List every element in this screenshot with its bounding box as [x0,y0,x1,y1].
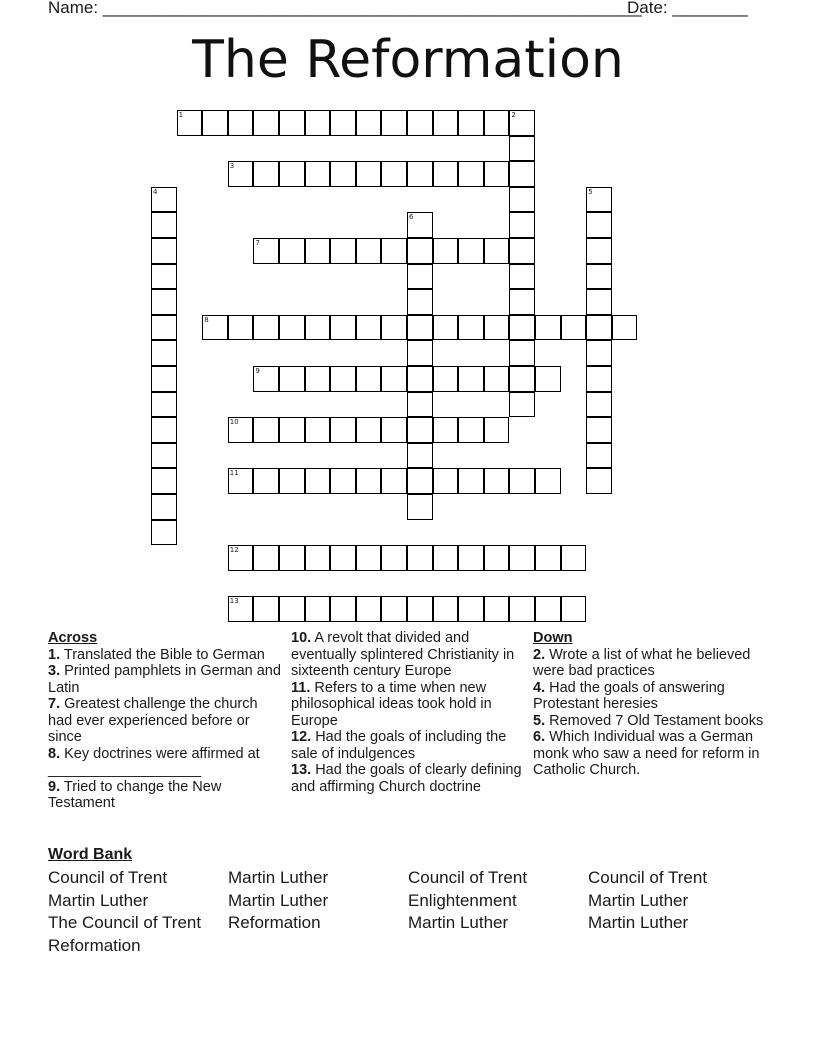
crossword-cell[interactable] [407,289,433,315]
crossword-cell[interactable] [407,212,433,238]
clue-across-13: 13. Had the goals of clearly defining and affirming Church doctrine [291,762,522,795]
crossword-cell[interactable] [253,110,279,136]
crossword-cell[interactable] [356,315,382,341]
crossword-cell[interactable] [279,366,305,392]
clue-across-11: 11. Refers to a time when new philosophical ideas took hold in Europe [291,679,492,729]
crossword-cell[interactable] [433,110,459,136]
crossword-cell[interactable] [458,315,484,341]
crossword-cell[interactable] [458,417,484,443]
clue-across-9: 9. Tried to change the New Testament [48,778,222,811]
crossword-cell[interactable] [330,545,356,571]
crossword-cell[interactable] [433,238,459,264]
word-bank-item: Council of Trent [588,868,708,887]
crossword-cell[interactable] [356,417,382,443]
crossword-cell[interactable] [407,161,433,187]
crossword-cell[interactable] [253,238,279,264]
crossword-cell[interactable] [561,596,587,622]
crossword-cell[interactable] [509,392,535,418]
word-bank-item: Martin Luther [408,913,509,933]
crossword-cell[interactable] [305,238,331,264]
crossword-cell[interactable] [228,161,254,187]
crossword-cell[interactable] [586,468,612,494]
crossword-cell[interactable] [151,340,177,366]
word-bank-item: Martin Luther [228,890,329,910]
word-bank-item: Reformation [228,913,321,933]
crossword-cell[interactable] [305,366,331,392]
crossword-cell[interactable] [305,468,331,494]
crossword-cell[interactable] [253,315,279,341]
crossword-cell[interactable] [484,315,510,341]
crossword-cell[interactable] [407,264,433,290]
crossword-cell[interactable] [253,468,279,494]
crossword-cell[interactable] [330,417,356,443]
crossword-cell[interactable] [535,468,561,494]
crossword-cell[interactable] [509,340,535,366]
word-bank-item: Reformation [48,936,141,956]
crossword-cell[interactable] [407,238,433,264]
crossword-cell[interactable] [151,417,177,443]
crossword-cell[interactable] [381,315,407,341]
clue-number: 8 [204,315,209,324]
crossword-cell[interactable] [407,417,433,443]
word-bank-list [48,867,768,958]
crossword-cell[interactable] [484,545,510,571]
across-clues-column-2 [291,630,529,795]
crossword-cell[interactable] [151,212,177,238]
crossword-cell[interactable] [407,545,433,571]
crossword-cell[interactable] [151,520,177,546]
crossword-cell[interactable] [356,161,382,187]
word-bank-item: Council of Trent [408,868,528,887]
crossword-cell[interactable] [151,443,177,469]
crossword-cell[interactable] [458,366,484,392]
crossword-cell[interactable] [356,110,382,136]
crossword-cell[interactable] [151,468,177,494]
crossword-cell[interactable] [458,468,484,494]
crossword-cell[interactable] [484,110,510,136]
clue-number: 7 [255,239,260,247]
crossword-cell[interactable] [330,315,356,341]
crossword-cell[interactable] [202,315,228,341]
clue-number: 4 [153,187,158,196]
name-field-label[interactable]: Name: _________________________________________________________ [48,0,642,17]
clue-number: 5 [588,187,593,196]
crossword-cell[interactable] [561,545,587,571]
clue-number: 6 [409,213,414,222]
down-heading: Down [533,630,573,646]
clue-across-8: 8. Key doctrines were affirmed at ___________________ [48,745,260,778]
crossword-cell[interactable] [433,366,459,392]
word-bank-item: Martin Luther [48,890,149,910]
crossword-cell[interactable] [586,289,612,315]
crossword-cell[interactable] [356,468,382,494]
crossword-cell[interactable] [433,417,459,443]
crossword-cell[interactable] [330,238,356,264]
crossword-cell[interactable] [586,417,612,443]
across-heading: Across [48,630,98,646]
page-title: The Reformation [192,30,624,90]
clue-number: 10 [229,418,239,427]
word-bank-heading: Word Bank [48,846,133,863]
crossword-cell[interactable] [151,264,177,290]
crossword-cell[interactable] [253,161,279,187]
crossword-cell[interactable] [407,366,433,392]
crossword-cell[interactable] [509,289,535,315]
crossword-cell[interactable] [381,468,407,494]
crossword-cell[interactable] [586,366,612,392]
clue-down-5: 5. Removed 7 Old Testament books [533,712,764,729]
crossword-cell[interactable] [586,187,612,213]
crossword-cell[interactable] [509,238,535,264]
crossword-cell[interactable] [458,238,484,264]
word-bank [48,845,768,958]
crossword-cell[interactable] [433,596,459,622]
crossword-cell[interactable] [305,417,331,443]
crossword-cell[interactable] [535,366,561,392]
crossword-cell[interactable] [484,161,510,187]
crossword-cell[interactable] [407,110,433,136]
crossword-cell[interactable] [407,392,433,418]
crossword-cell[interactable] [458,110,484,136]
crossword-cell[interactable] [253,417,279,443]
crossword-cell[interactable] [330,366,356,392]
crossword-cell[interactable] [509,136,535,162]
crossword-cell[interactable] [458,161,484,187]
crossword-cell[interactable] [484,238,510,264]
crossword-cell[interactable] [484,596,510,622]
crossword-cell[interactable] [330,110,356,136]
crossword-cell[interactable] [612,315,638,341]
crossword-cell[interactable] [330,596,356,622]
crossword-cell[interactable] [458,596,484,622]
crossword-cell[interactable] [484,468,510,494]
crossword-cell[interactable] [381,161,407,187]
crossword-cell[interactable] [535,545,561,571]
clue-down-4: 4. Had the goals of answering Protestant heresies [533,679,725,712]
crossword-cell[interactable] [202,110,228,136]
word-bank-item: Martin Luther [588,890,689,910]
crossword-cell[interactable] [433,161,459,187]
clue-across-10: 10. A revolt that divided and eventually splintered Christianity in sixteenth century Europe [291,630,515,679]
crossword-cell[interactable] [356,366,382,392]
crossword-cell[interactable] [509,110,535,136]
crossword-cell[interactable] [151,392,177,418]
word-bank-item: Enlightenment [408,890,517,910]
crossword-cell[interactable] [407,494,433,520]
crossword-cell[interactable] [228,417,254,443]
crossword-cell[interactable] [356,238,382,264]
crossword-cell[interactable] [279,315,305,341]
crossword-cell[interactable] [305,161,331,187]
clue-number: 12 [229,546,239,555]
crossword-cell[interactable] [509,161,535,187]
crossword-cell[interactable] [151,238,177,264]
crossword-cell[interactable] [279,110,305,136]
crossword-cell[interactable] [407,443,433,469]
crossword-cell[interactable] [561,315,587,341]
crossword-cell[interactable] [151,289,177,315]
clue-down-6: 6. Which Individual was a German monk who saw a need for reform in Catholic Church. [533,729,760,778]
crossword-cell[interactable] [228,110,254,136]
across-clues-column-1 [48,630,283,812]
clue-across-12: 12. Had the goals of including the sale of indulgences [291,729,507,762]
crossword-cell[interactable] [279,161,305,187]
clue-number: 9 [255,367,260,375]
crossword-cell[interactable] [279,468,305,494]
crossword-cell[interactable] [381,110,407,136]
clue-number: 11 [229,469,239,478]
clue-across-1: 1. Translated the Bible to German [48,646,265,663]
crossword-cell[interactable] [458,545,484,571]
crossword-cell[interactable] [509,366,535,392]
crossword-cell[interactable] [381,417,407,443]
crossword-cell[interactable] [177,110,203,136]
crossword-cell[interactable] [330,468,356,494]
crossword-cell[interactable] [253,366,279,392]
date-field-label[interactable]: Date: ________ [627,0,748,17]
crossword-cell[interactable] [407,340,433,366]
crossword-cell[interactable] [586,238,612,264]
clue-number: 1 [178,111,184,119]
crossword-cell[interactable] [509,468,535,494]
down-clues-column [533,630,765,779]
crossword-cell[interactable] [407,468,433,494]
crossword-cell[interactable] [305,110,331,136]
word-bank-item: Martin Luther [228,868,329,887]
crossword-cell[interactable] [509,212,535,238]
crossword-cell[interactable] [330,161,356,187]
crossword-cell[interactable] [433,468,459,494]
crossword-cell[interactable] [228,315,254,341]
crossword-cell[interactable] [151,315,177,341]
crossword-cell[interactable] [586,315,612,341]
crossword-cell[interactable] [586,443,612,469]
crossword-cell[interactable] [279,238,305,264]
crossword-cell[interactable] [356,596,382,622]
crossword-cell[interactable] [484,417,510,443]
crossword-cell[interactable] [407,596,433,622]
crossword-cell[interactable] [151,494,177,520]
crossword-cell[interactable] [433,545,459,571]
crossword-cell[interactable] [305,596,331,622]
crossword-cell[interactable] [228,545,254,571]
clue-across-3: 3. Printed pamphlets in German and Latin [48,663,281,696]
word-bank-item: Council of Trent [48,868,168,887]
crossword-cell[interactable] [381,366,407,392]
crossword-cell[interactable] [509,596,535,622]
crossword-cell[interactable] [433,315,459,341]
crossword-cell[interactable] [509,187,535,213]
crossword-cell[interactable] [279,545,305,571]
crossword-cell[interactable] [381,545,407,571]
crossword-cell[interactable] [228,468,254,494]
crossword-cell[interactable] [535,596,561,622]
crossword-cell[interactable] [381,596,407,622]
crossword-cell[interactable] [279,596,305,622]
clue-number: 13 [229,597,239,606]
word-bank-item: Martin Luther [588,913,689,933]
crossword-cell[interactable] [586,392,612,418]
crossword-cell[interactable] [253,545,279,571]
crossword-cell[interactable] [305,545,331,571]
crossword-cell[interactable] [151,366,177,392]
clue-across-7: 7. Greatest challenge the church had ever experienced before or since [48,696,258,745]
crossword-cell[interactable] [586,212,612,238]
crossword-cell[interactable] [484,366,510,392]
crossword-cell[interactable] [407,315,433,341]
clue-number: 3 [229,162,235,171]
crossword-cell[interactable] [586,264,612,290]
crossword-cell[interactable] [535,315,561,341]
crossword-cell[interactable] [509,545,535,571]
crossword-cell[interactable] [509,264,535,290]
crossword-cell[interactable] [509,315,535,341]
word-bank-item: The Council of Trent [48,913,202,933]
crossword-cell[interactable] [356,545,382,571]
crossword-cell[interactable] [253,596,279,622]
clue-number: 2 [511,111,516,119]
crossword-cell[interactable] [305,315,331,341]
crossword-cell[interactable] [228,596,254,622]
crossword-cell[interactable] [586,340,612,366]
crossword-cell[interactable] [151,187,177,213]
crossword-cell[interactable] [279,417,305,443]
crossword-cell[interactable] [381,238,407,264]
clue-down-2: 2. Wrote a list of what he believed were bad practices [533,646,751,679]
